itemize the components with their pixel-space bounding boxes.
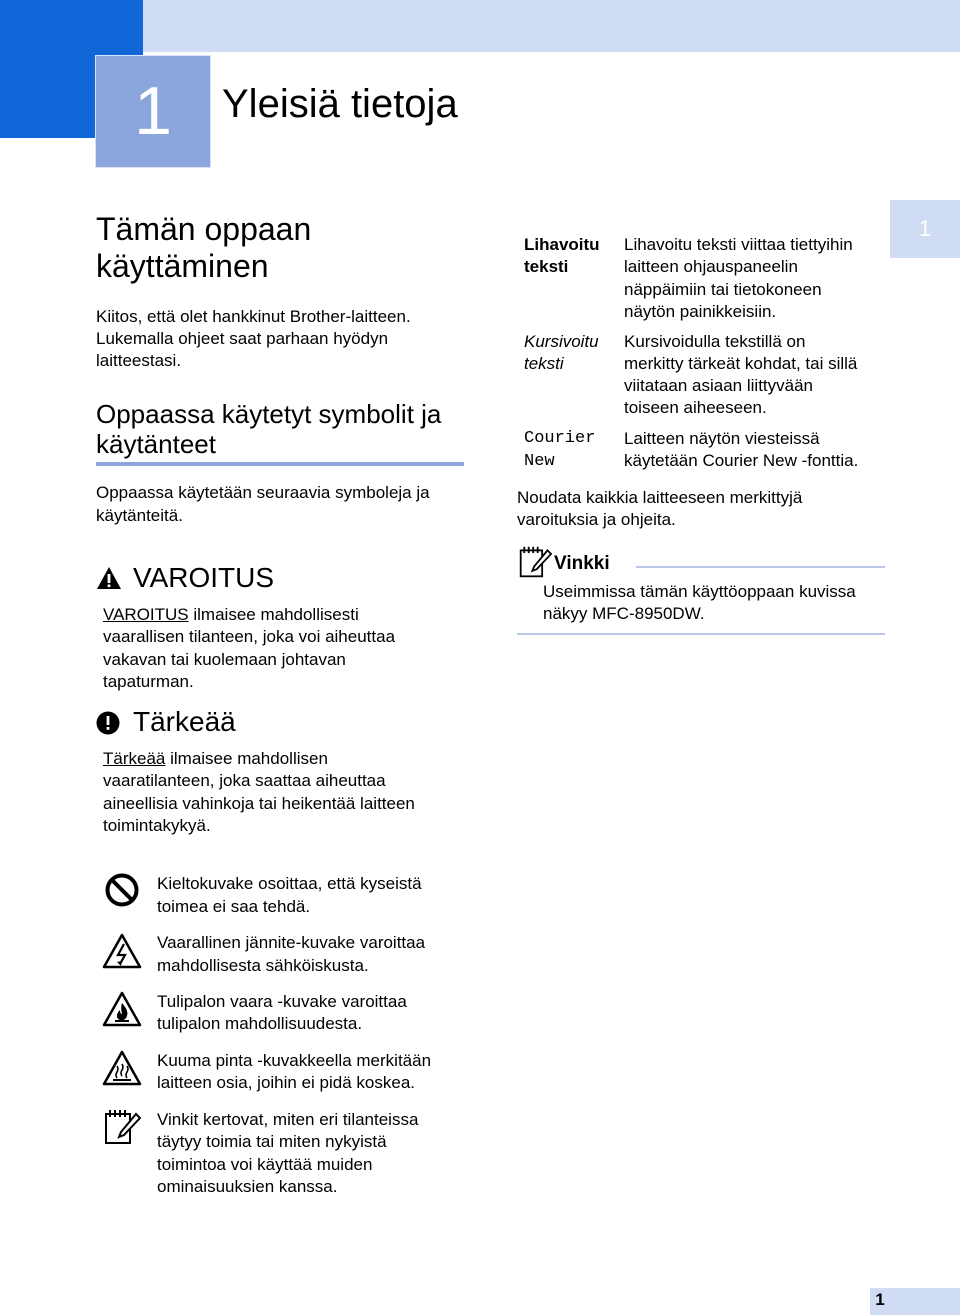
follow-line1: Noudata kaikkia laitteeseen merkittyjä (517, 488, 803, 507)
follow-line2: varoituksia ja ohjeita. (517, 510, 676, 529)
note-text1: Useimmissa tämän käyttöoppaan kuvissa (543, 582, 856, 601)
side-tab-number: 1 (918, 216, 932, 241)
hot-surface-icon (102, 1050, 142, 1086)
important-term: Tärkeää (103, 749, 166, 768)
chapter-number: 1 (134, 73, 172, 149)
note-legend-text3: toimintoa voi käyttää muiden (157, 1155, 373, 1174)
italic-desc3: viitataan asiaan liittyvään (624, 376, 814, 395)
bold-desc1: Lihavoitu teksti viittaa tiettyihin (624, 235, 853, 254)
important-line1 (103, 748, 328, 771)
prohibition-text1: Kieltokuvake osoittaa, että kyseistä (157, 874, 422, 893)
warning-line2: vaarallisen tilanteen, joka voi aiheuttaa (103, 627, 396, 646)
important-heading: Tärkeää (133, 706, 236, 737)
important-line4: toimintakykyä. (103, 816, 211, 835)
note-top-line (636, 566, 885, 568)
important-icon (96, 711, 120, 735)
prohibition-icon (104, 872, 140, 908)
bold-term-line1: Lihavoitu (524, 235, 600, 254)
note-legend-text2: täytyy toimia tai miten nykyistä (157, 1132, 387, 1151)
warning-heading: VAROITUS (133, 562, 275, 593)
important-line2: vaaratilanteen, joka saattaa aiheuttaa (103, 771, 386, 790)
important-text1: ilmaisee mahdollisen (170, 749, 328, 768)
bold-desc2: laitteen ohjauspaneelin (624, 257, 798, 276)
electrical-hazard-icon (102, 933, 142, 969)
italic-term-line2: teksti (524, 354, 564, 373)
warning-text1: ilmaisee mahdollisesti (193, 605, 359, 624)
important-line3: aineellisia vahinkoja tai heikentää laitteen (103, 794, 415, 813)
note-legend-text4: ominaisuuksien kanssa. (157, 1177, 338, 1196)
fire-text1: Tulipalon vaara -kuvake varoittaa (157, 992, 407, 1011)
courier-desc1: Laitteen näytön viesteissä (624, 429, 820, 448)
electrical-text1: Vaarallinen jännite-kuvake varoittaa (157, 933, 426, 952)
subsection-title-line1: Oppaassa käytetyt symbolit ja (96, 399, 442, 429)
symbols-intro-line2: käytänteitä. (96, 506, 183, 525)
courier-term-line1: Courier (524, 429, 596, 448)
italic-desc1: Kursivoidulla tekstillä on (624, 332, 806, 351)
courier-term-line2: New (524, 452, 555, 471)
subsection-title-line2: käytänteet (96, 429, 216, 459)
electrical-text2: mahdollisesta sähköiskusta. (157, 956, 369, 975)
section-underline (96, 462, 464, 466)
warning-line4: tapaturman. (103, 672, 194, 691)
italic-term-line1: Kursivoitu (524, 332, 599, 351)
note-pencil-icon (518, 545, 552, 579)
courier-desc2: käytetään Courier New -fonttia. (624, 451, 859, 470)
italic-desc2: merkitty tärkeät kohdat, tai sillä (624, 354, 858, 373)
chapter-title: Yleisiä tietoja (222, 82, 458, 126)
symbols-intro-line1: Oppaassa käytetään seuraavia symboleja ja (96, 483, 430, 502)
intro-line3: laitteestasi. (96, 351, 182, 370)
hot-surface-text2: laitteen osia, joihin ei pidä koskea. (157, 1073, 415, 1092)
warning-triangle-icon (96, 566, 122, 590)
bold-desc4: näytön painikkeisiin. (624, 302, 777, 321)
bold-desc3: näppäimiin tai tietokoneen (624, 280, 822, 299)
warning-term: VAROITUS (103, 605, 189, 624)
note-legend-text1: Vinkit kertovat, miten eri tilanteissa (157, 1110, 419, 1129)
note-heading: Vinkki (554, 553, 610, 574)
prohibition-text2: toimea ei saa tehdä. (157, 897, 311, 916)
note-text2: näkyy MFC-8950DW. (543, 604, 705, 623)
section-title-line1: Tämän oppaan (96, 211, 312, 247)
intro-line2: Lukemalla ohjeet saat parhaan hyödyn (96, 329, 389, 348)
warning-line3: vakavan tai kuolemaan johtavan (103, 650, 346, 669)
header-light-band (143, 0, 960, 52)
section-title-line2: käyttäminen (96, 248, 269, 284)
hot-surface-text1: Kuuma pinta -kuvakkeella merkitään (157, 1051, 432, 1070)
page-number: 1 (875, 1290, 885, 1309)
fire-text2: tulipalon mahdollisuudesta. (157, 1014, 363, 1033)
fire-hazard-icon (102, 991, 142, 1027)
intro-line1: Kiitos, että olet hankkinut Brother-laitteen. (96, 307, 411, 326)
note-icon (103, 1108, 141, 1146)
italic-desc4: toiseen aiheeseen. (624, 398, 767, 417)
bold-term-line2: teksti (524, 257, 569, 276)
note-bottom-line (517, 633, 885, 635)
warning-line1 (103, 604, 359, 627)
